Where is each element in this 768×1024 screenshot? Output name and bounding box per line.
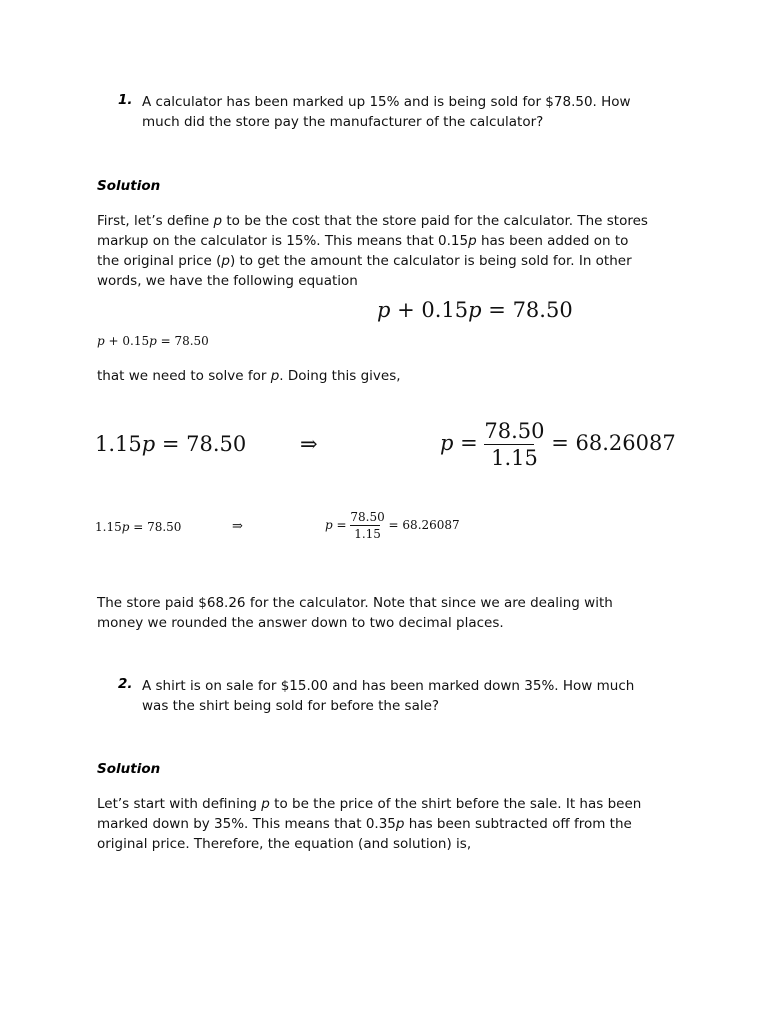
solution-2-heading: Solution (97, 761, 161, 777)
equation-2-small-left: 1.15p = 78.50 (95, 520, 182, 534)
solution-1-line-3: the original price (p) to get the amount the calculator is being sold for. In other (97, 253, 632, 269)
solution-1-line-2: markup on the calculator is 15%. This means that 0.15p has been added on to (97, 233, 629, 249)
fraction-large (484, 418, 544, 471)
solution-1-para-2: that we need to solve for p. Doing this gives, (97, 368, 401, 384)
problem-2-number: 2. (118, 676, 133, 692)
solution-1-line-1: First, let’s define p to be the cost that the store paid for the calculator. The stores (97, 213, 648, 229)
numerator-small: 78.50 (350, 510, 385, 524)
problem-2-text-line-1: A shirt is on sale for $15.00 and has been marked down 35%. How much (142, 678, 635, 694)
solution-2-line-2: marked down by 35%. This means that 0.35p has been subtracted off from the (97, 816, 632, 832)
equation-1-small: p + 0.15p = 78.50 (97, 334, 209, 348)
denominator-large: 1.15 (491, 446, 538, 470)
equation-2-small-right: p = $\frac{78.50}{1.15}$ = 68.26087 (325, 510, 460, 541)
equation-1-large: p + 0.15p = 78.50 (377, 298, 573, 322)
solution-2-line-1: Let’s start with defining p to be the price of the shirt before the sale. It has been (97, 796, 642, 812)
implies-arrow-large: ⇒ (300, 432, 318, 456)
solution-2-line-3: original price. Therefore, the equation (and solution) is, (97, 836, 472, 852)
solution-1-line-4: words, we have the following equation (97, 273, 358, 289)
equation-2-large-left: 1.15p = 78.50 (95, 432, 247, 456)
problem-1-number: 1. (118, 92, 133, 108)
problem-2-text-line-2: was the shirt being sold for before the sale? (142, 698, 440, 714)
fraction-small (350, 509, 384, 542)
problem-1-text-line-2: much did the store pay the manufacturer of the calculator? (142, 114, 544, 130)
numerator-large: 78.50 (484, 419, 545, 443)
implies-arrow-small: ⇒ (232, 519, 243, 534)
solution-1-para-3-line-2: money we rounded the answer down to two decimal places. (97, 615, 504, 631)
problem-1-text-line-1: A calculator has been marked up 15% and is being sold for $78.50. How (142, 94, 631, 110)
equation-2-large-right: p = $\frac{78.50}{1.15}$ = 68.26087 (440, 419, 676, 470)
solution-1-para-3-line-1: The store paid $68.26 for the calculator. Note that since we are dealing with (97, 595, 613, 611)
solution-1-heading: Solution (97, 178, 161, 194)
denominator-small: 1.15 (354, 527, 381, 541)
